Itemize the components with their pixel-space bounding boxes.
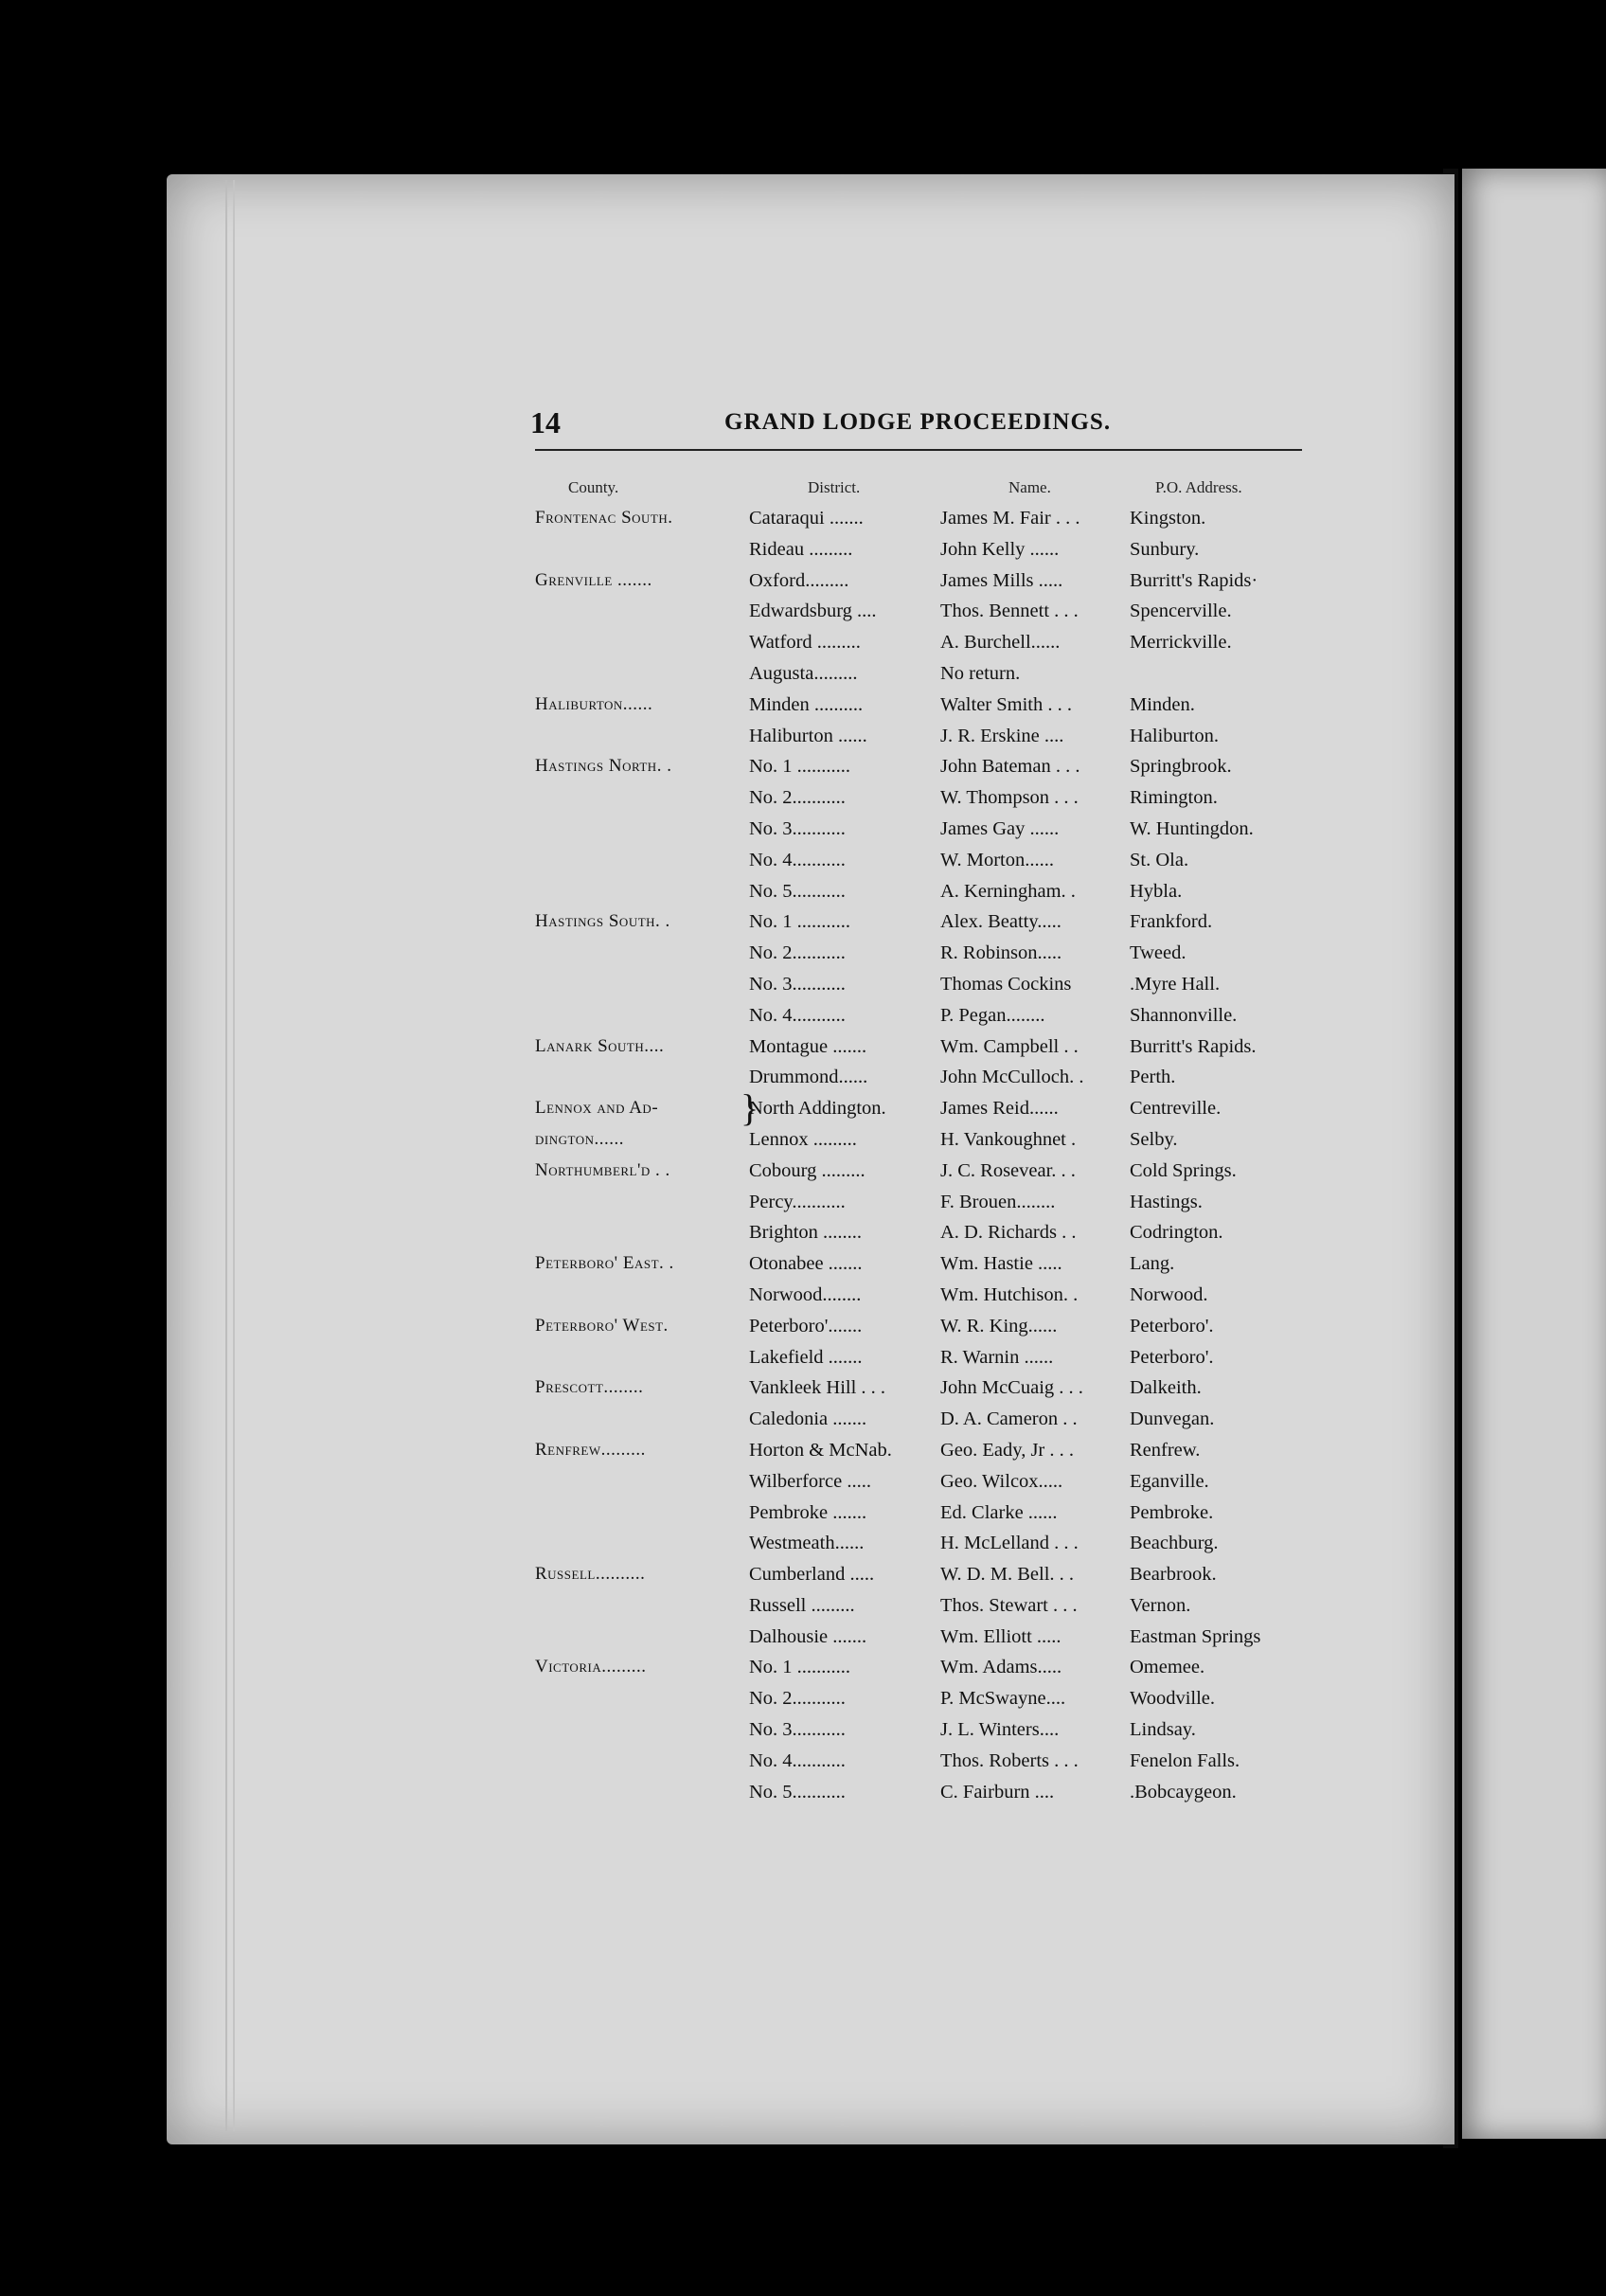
table-row	[535, 877, 1330, 908]
table-row	[535, 1529, 1330, 1560]
cell-name: James Reid......	[940, 1098, 1059, 1120]
cell-name: P. McSwayne....	[940, 1688, 1066, 1710]
page-header	[530, 405, 1307, 443]
cell-name: No return.	[940, 662, 1021, 684]
cell-district: Dalhousie .......	[749, 1625, 867, 1647]
table-row	[535, 1312, 1330, 1343]
cell-name: Wm. Elliott .....	[940, 1625, 1062, 1647]
lodge-district-table	[535, 504, 1330, 1808]
cell-county: Grenville .......	[535, 569, 652, 590]
cell-district: North Addington.	[749, 1098, 886, 1120]
table-row	[535, 1498, 1330, 1530]
cell-address: Springbrook.	[1130, 756, 1232, 778]
cell-address: Bearbrook.	[1130, 1564, 1217, 1586]
cell-county: Frontenac South.	[535, 508, 673, 528]
cell-address: Norwood.	[1130, 1283, 1208, 1305]
table-row	[535, 1715, 1330, 1747]
cell-district: Vankleek Hill . . .	[749, 1377, 886, 1399]
cell-county: dington......	[535, 1128, 624, 1149]
cell-district: No. 1 ...........	[749, 911, 851, 933]
cell-district: Peterboro'.......	[749, 1315, 863, 1336]
cell-district: No. 2...........	[749, 1688, 846, 1710]
page-number: 14	[530, 405, 561, 439]
cell-name: W. R. King......	[940, 1315, 1058, 1336]
cell-address: St. Ola.	[1130, 849, 1189, 870]
cell-address: Pembroke.	[1130, 1501, 1214, 1523]
cell-district: Lakefield .......	[749, 1346, 863, 1368]
cell-name: J. L. Winters....	[940, 1719, 1060, 1741]
cell-name: A. Burchell......	[940, 632, 1061, 654]
cell-address: Spencerville.	[1130, 601, 1232, 622]
cell-name: Wm. Campbell . .	[940, 1035, 1079, 1057]
cell-name: Wm. Hastie .....	[940, 1253, 1062, 1275]
cell-name: Thos. Roberts . . .	[940, 1749, 1079, 1771]
cell-address: Eastman Springs	[1130, 1625, 1261, 1647]
cell-name: W. Thompson . . .	[940, 787, 1079, 809]
cell-name: Thomas Cockins	[940, 973, 1072, 995]
table-row	[535, 1623, 1330, 1654]
cell-name: Wm. Adams.....	[940, 1657, 1062, 1678]
cell-address: Fenelon Falls.	[1130, 1749, 1240, 1771]
table-row	[535, 970, 1330, 1001]
table-row	[535, 628, 1330, 659]
table-row	[535, 907, 1330, 939]
cell-name: James M. Fair . . .	[940, 508, 1080, 529]
table-row	[535, 1467, 1330, 1498]
table-row	[535, 1218, 1330, 1249]
cell-address: Burritt's Rapids·	[1130, 569, 1258, 591]
table-row	[535, 1684, 1330, 1715]
cell-district: No. 4...........	[749, 1749, 846, 1771]
cell-name: Geo. Wilcox.....	[940, 1470, 1063, 1492]
cell-district: Cumberland .....	[749, 1564, 875, 1586]
cell-address: Frankford.	[1130, 911, 1213, 933]
table-row	[535, 722, 1330, 753]
cell-county: Northumberl'd . .	[535, 1159, 670, 1180]
cell-name: Ed. Clarke ......	[940, 1501, 1058, 1523]
table-row	[535, 1591, 1330, 1623]
cell-address: Peterboro'.	[1130, 1315, 1214, 1336]
running-title: GRAND LODGE PROCEEDINGS.	[724, 409, 1112, 435]
cell-name: F. Brouen........	[940, 1191, 1056, 1212]
cell-district: Lennox .........	[749, 1128, 857, 1150]
cell-district: No. 5...........	[749, 1781, 846, 1803]
cell-county: Haliburton......	[535, 693, 653, 714]
page-edge-lines	[225, 180, 235, 2131]
cell-county: Russell..........	[535, 1564, 646, 1585]
cell-county: Peterboro' East. .	[535, 1253, 674, 1274]
table-row	[535, 1188, 1330, 1219]
cell-county: Peterboro' West.	[535, 1315, 669, 1336]
cell-name: J. C. Rosevear. . .	[940, 1159, 1076, 1181]
table-row	[535, 1032, 1330, 1064]
cell-address: Codrington.	[1130, 1222, 1223, 1244]
column-header-district: District.	[808, 478, 861, 496]
cell-name: R. Robinson.....	[940, 942, 1062, 964]
table-row	[535, 1436, 1330, 1467]
cell-address: Eganville.	[1130, 1470, 1209, 1492]
cell-name: Thos. Bennett . . .	[940, 601, 1079, 622]
cell-county: Renfrew.........	[535, 1439, 646, 1460]
cell-county: Prescott........	[535, 1377, 644, 1398]
cell-district: Caledonia .......	[749, 1408, 867, 1430]
cell-address: Burritt's Rapids.	[1130, 1035, 1257, 1057]
cell-name: James Gay ......	[940, 817, 1060, 839]
cell-address: Perth.	[1130, 1067, 1176, 1088]
table-row	[535, 1125, 1330, 1157]
cell-address: Haliburton.	[1130, 725, 1219, 746]
table-row	[535, 566, 1330, 598]
cell-address: Omemee.	[1130, 1657, 1205, 1678]
cell-district: Horton & McNab.	[749, 1439, 892, 1461]
cell-district: Brighton ........	[749, 1222, 863, 1244]
table-row	[535, 1063, 1330, 1094]
brace-mark: }	[741, 1086, 759, 1129]
cell-name: W. Morton......	[940, 849, 1054, 870]
table-row	[535, 1094, 1330, 1125]
cell-district: Westmeath......	[749, 1533, 865, 1554]
cell-district: No. 2...........	[749, 942, 846, 964]
cell-name: R. Warnin ......	[940, 1346, 1054, 1368]
cell-name: A. D. Richards . .	[940, 1222, 1077, 1244]
cell-address: Renfrew.	[1130, 1439, 1201, 1461]
cell-district: Haliburton ......	[749, 725, 867, 746]
cell-district: No. 1 ...........	[749, 1657, 851, 1678]
cell-district: Norwood........	[749, 1283, 862, 1305]
cell-district: No. 3...........	[749, 817, 846, 839]
column-headers	[568, 478, 1307, 501]
cell-county: Lanark South....	[535, 1035, 665, 1056]
header-rule	[535, 449, 1302, 451]
table-row	[535, 1249, 1330, 1281]
cell-address: Woodville.	[1130, 1688, 1216, 1710]
cell-district: No. 4...........	[749, 849, 846, 870]
table-row	[535, 1778, 1330, 1809]
cell-district: Cobourg .........	[749, 1159, 865, 1181]
cell-address: Peterboro'.	[1130, 1346, 1214, 1368]
table-row	[535, 504, 1330, 535]
column-header-county: County.	[568, 478, 619, 496]
cell-address: Lang.	[1130, 1253, 1175, 1275]
cell-county: Lennox and Ad-	[535, 1098, 659, 1119]
cell-name: James Mills .....	[940, 569, 1063, 591]
cell-district: Rideau .........	[749, 538, 853, 560]
cell-address: Minden.	[1130, 693, 1195, 715]
cell-address: Cold Springs.	[1130, 1159, 1237, 1181]
cell-name: A. Kerningham. .	[940, 880, 1076, 902]
cell-name: H. Vankoughnet .	[940, 1128, 1077, 1150]
cell-name: Geo. Eady, Jr . . .	[940, 1439, 1074, 1461]
cell-name: Walter Smith . . .	[940, 693, 1072, 715]
cell-district: No. 2...........	[749, 787, 846, 809]
table-row	[535, 535, 1330, 566]
facing-page	[1462, 169, 1606, 2139]
cell-address: .Bobcaygeon.	[1130, 1781, 1237, 1803]
cell-district: Cataraqui .......	[749, 508, 864, 529]
cell-district: Watford .........	[749, 632, 861, 654]
table-row	[535, 815, 1330, 846]
cell-county: Hastings South. .	[535, 911, 670, 932]
cell-district: Augusta.........	[749, 662, 858, 684]
table-row	[535, 597, 1330, 628]
cell-address: Merrickville.	[1130, 632, 1232, 654]
cell-address: Vernon.	[1130, 1594, 1191, 1616]
table-row	[535, 1747, 1330, 1778]
cell-name: D. A. Cameron . .	[940, 1408, 1078, 1430]
cell-name: John Bateman . . .	[940, 756, 1080, 778]
cell-district: Montague .......	[749, 1035, 867, 1057]
cell-address: W. Huntingdon.	[1130, 817, 1254, 839]
cell-address: Hastings.	[1130, 1191, 1203, 1212]
cell-address: Hybla.	[1130, 880, 1183, 902]
cell-name: John McCulloch. .	[940, 1067, 1084, 1088]
table-row	[535, 1373, 1330, 1405]
cell-name: C. Fairburn ....	[940, 1781, 1055, 1803]
cell-address: Rimington.	[1130, 787, 1218, 809]
cell-district: Russell .........	[749, 1594, 855, 1616]
cell-name: John McCuaig . . .	[940, 1377, 1083, 1399]
cell-district: Drummond......	[749, 1067, 868, 1088]
table-row	[535, 846, 1330, 877]
cell-district: No. 3...........	[749, 973, 846, 995]
table-row	[535, 1343, 1330, 1374]
column-header-address: P.O. Address.	[1155, 478, 1242, 496]
cell-name: Wm. Hutchison. .	[940, 1283, 1079, 1305]
cell-name: Alex. Beatty.....	[940, 911, 1062, 933]
cell-district: Minden ..........	[749, 693, 864, 715]
cell-address: Dalkeith.	[1130, 1377, 1202, 1399]
cell-name: W. D. M. Bell. . .	[940, 1564, 1075, 1586]
table-row	[535, 1653, 1330, 1684]
cell-address: Centreville.	[1130, 1098, 1222, 1120]
column-header-name: Name.	[1008, 478, 1051, 496]
cell-address: Shannonville.	[1130, 1004, 1238, 1026]
cell-district: Oxford.........	[749, 569, 849, 591]
cell-address: Lindsay.	[1130, 1719, 1196, 1741]
table-row	[535, 939, 1330, 970]
table-row	[535, 1405, 1330, 1436]
table-row	[535, 1001, 1330, 1032]
cell-address: Dunvegan.	[1130, 1408, 1215, 1430]
cell-name: J. R. Erskine ....	[940, 725, 1064, 746]
table-row	[535, 752, 1330, 783]
cell-name: H. McLelland . . .	[940, 1533, 1079, 1554]
cell-district: Percy...........	[749, 1191, 846, 1212]
cell-county: Victoria.........	[535, 1657, 647, 1677]
table-row	[535, 783, 1330, 815]
cell-name: P. Pegan........	[940, 1004, 1045, 1026]
table-row	[535, 691, 1330, 722]
table-row	[535, 1560, 1330, 1591]
cell-address: Selby.	[1130, 1128, 1178, 1150]
cell-name: Thos. Stewart . . .	[940, 1594, 1078, 1616]
table-row	[535, 1157, 1330, 1188]
cell-district: No. 4...........	[749, 1004, 846, 1026]
cell-district: Otonabee .......	[749, 1253, 863, 1275]
cell-district: No. 1 ...........	[749, 756, 851, 778]
cell-district: Wilberforce .....	[749, 1470, 871, 1492]
cell-district: Edwardsburg ....	[749, 601, 877, 622]
cell-district: No. 3...........	[749, 1719, 846, 1741]
cell-address: Sunbury.	[1130, 538, 1200, 560]
cell-district: No. 5...........	[749, 880, 846, 902]
table-row	[535, 1281, 1330, 1312]
cell-county: Hastings North. .	[535, 756, 672, 777]
cell-address: Beachburg.	[1130, 1533, 1219, 1554]
cell-district: Pembroke .......	[749, 1501, 867, 1523]
cell-address: Kingston.	[1130, 508, 1206, 529]
cell-address: .Myre Hall.	[1130, 973, 1221, 995]
cell-address: Tweed.	[1130, 942, 1187, 964]
cell-name: John Kelly ......	[940, 538, 1060, 560]
table-row	[535, 659, 1330, 691]
